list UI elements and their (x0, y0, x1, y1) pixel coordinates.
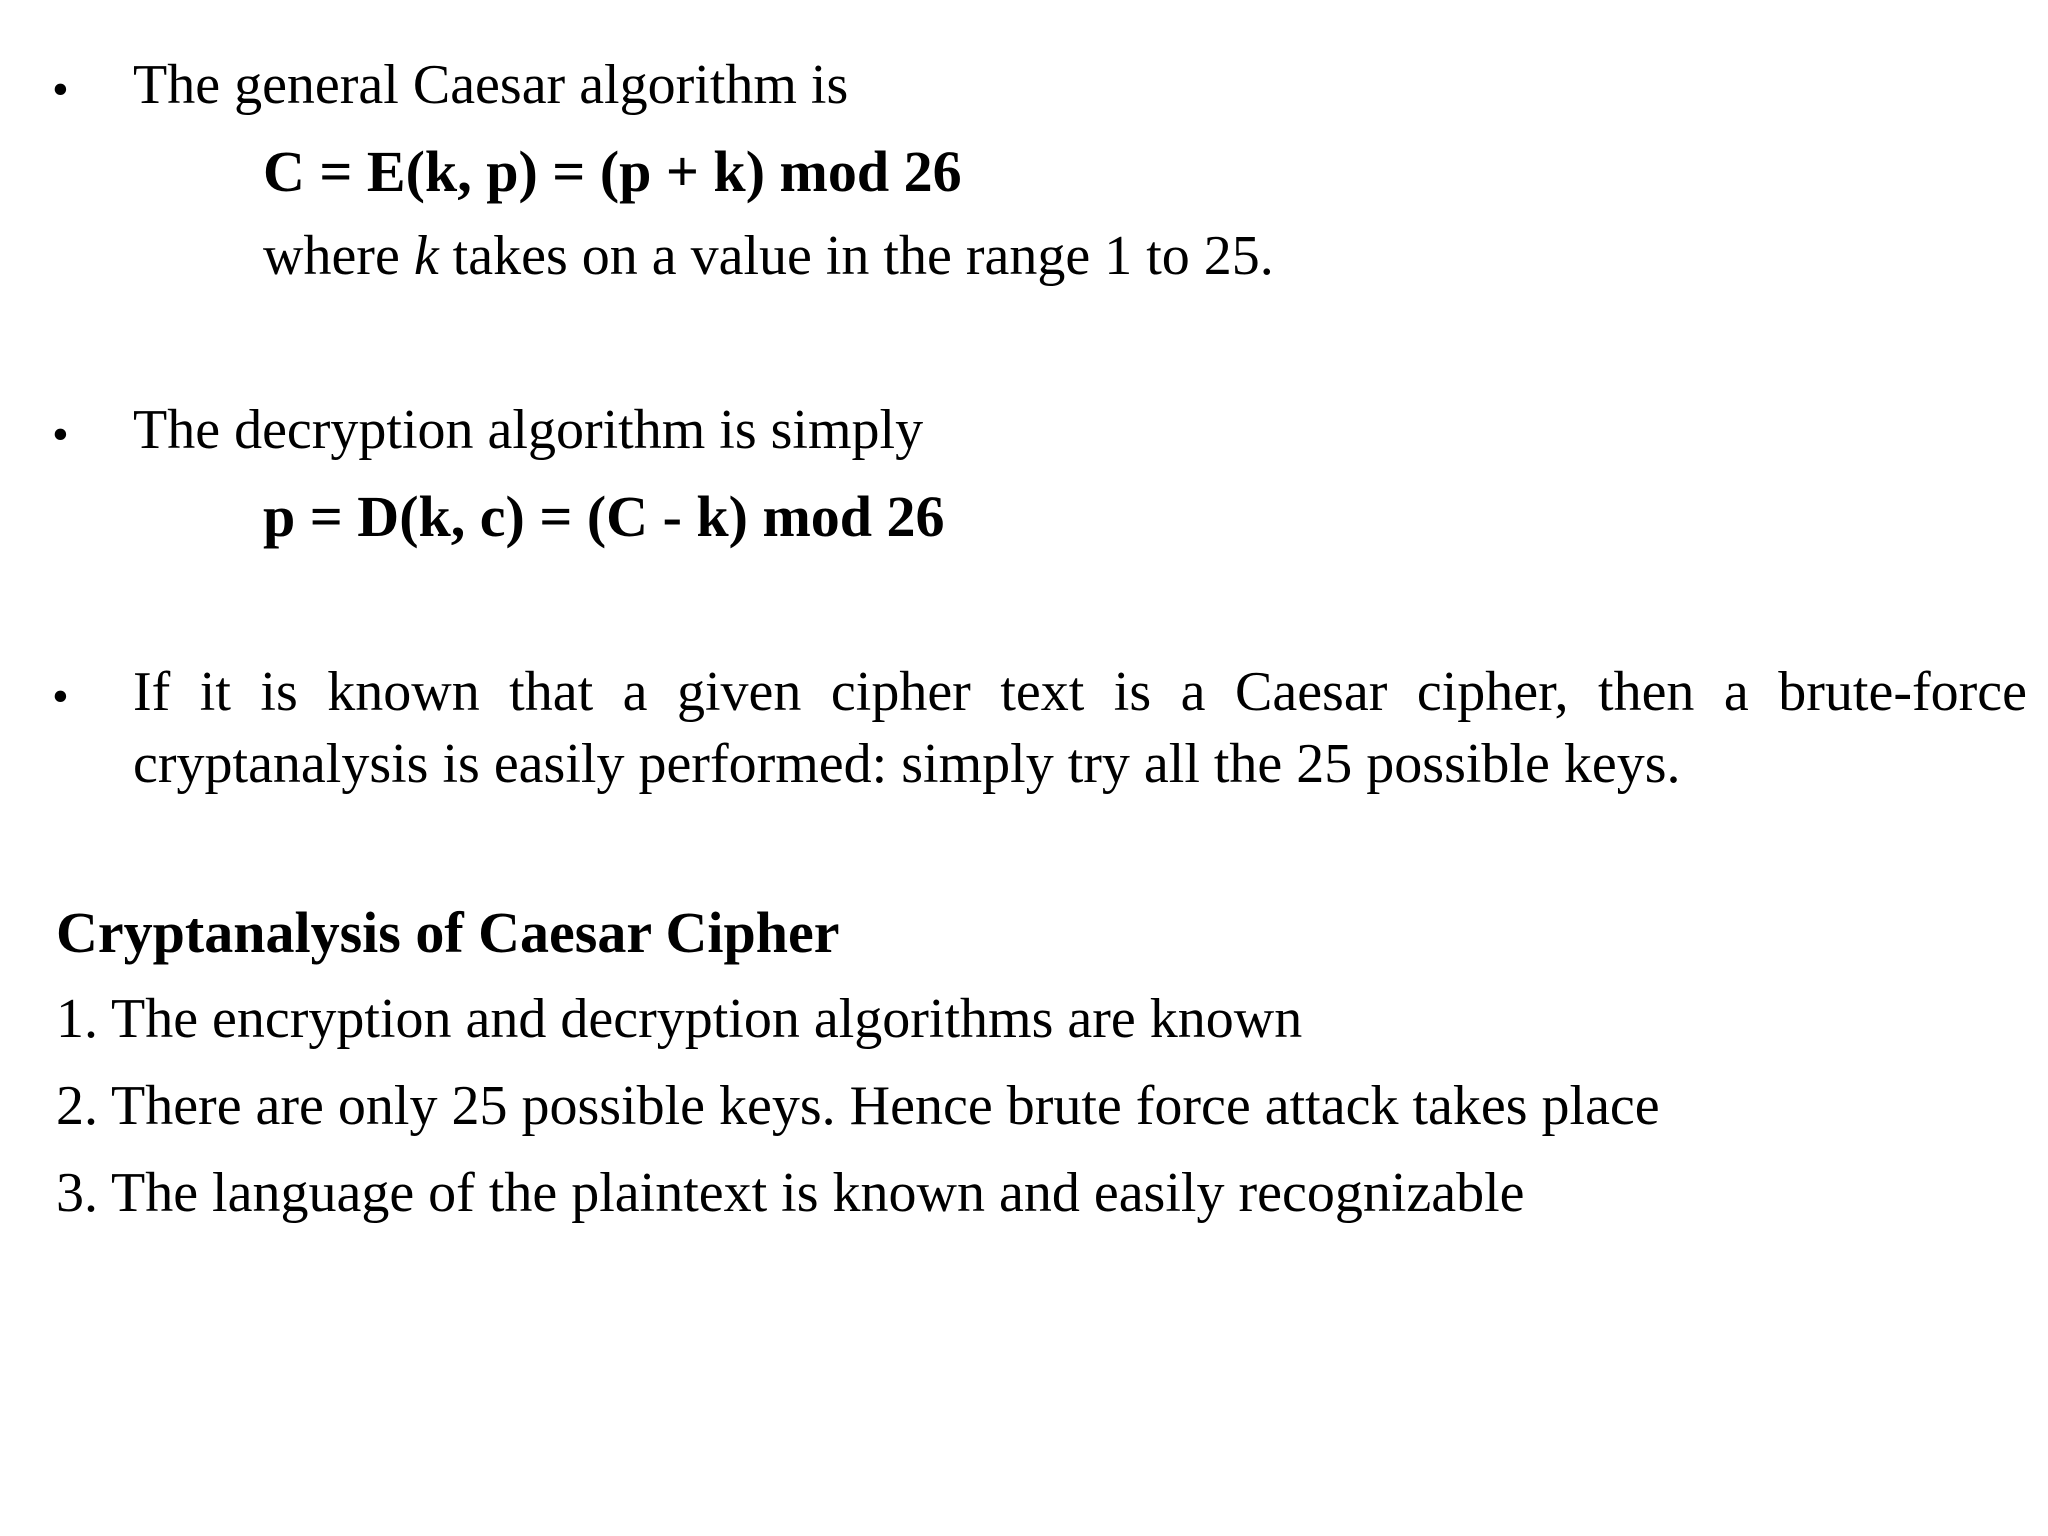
bullet-1-intro: The general Caesar algorithm is (133, 54, 849, 116)
key-range-note (263, 225, 1274, 287)
encryption-formula: C = E(k, p) = (p + k) mod 26 (263, 139, 962, 204)
decryption-formula: p = D(k, c) = (C - k) mod 26 (263, 484, 945, 549)
section-heading: Cryptanalysis of Caesar Cipher (56, 900, 840, 965)
key-variable: k (413, 225, 439, 287)
bullet-3-line-2: cryptanalysis is easily performed: simply try all the 25 possible keys. (133, 733, 1681, 795)
list-item: 3. The language of the plaintext is known and easily recognizable (56, 1162, 1525, 1224)
list-item: 1. The encryption and decryption algorithms are known (56, 988, 1303, 1050)
list-item: 2. There are only 25 possible keys. Hence brute force attack takes place (56, 1075, 1660, 1137)
bullet-3-line-1: If it is known that a given cipher text is a Caesar cipher, then a brute-force (133, 661, 2027, 723)
bullet-2-intro: The decryption algorithm is simply (133, 399, 924, 461)
bullet-dot: • (52, 670, 69, 723)
key-range-suffix: takes on a value in the range 1 to 25. (438, 225, 1274, 287)
key-range-prefix: where (263, 225, 414, 287)
bullet-dot: • (52, 408, 69, 461)
bullet-dot: • (52, 63, 69, 116)
